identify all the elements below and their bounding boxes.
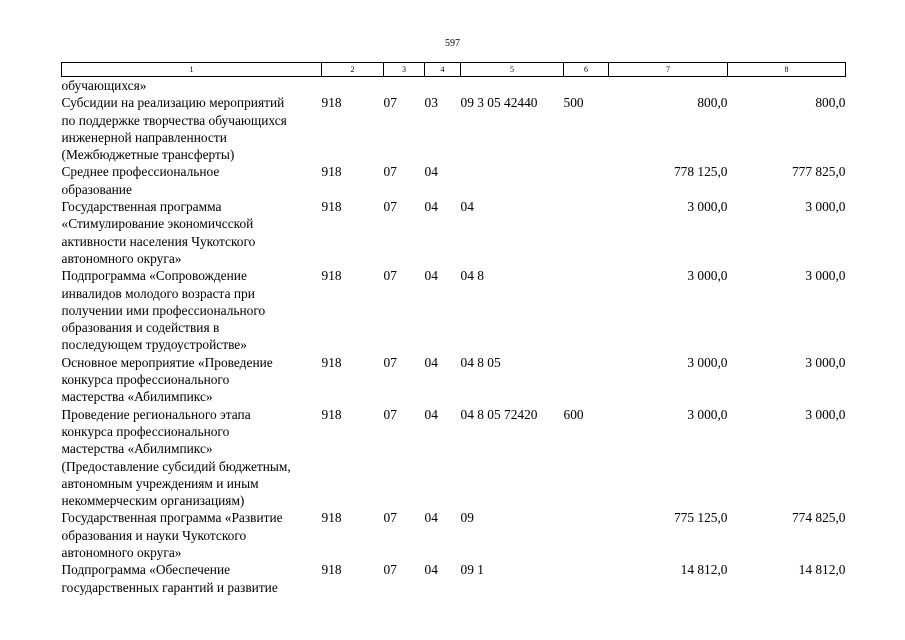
row-name: Государственная программа «Стимулирование экономичсской активности населения Чукотского автономного округа» <box>61 199 256 266</box>
row-code-3: 07 <box>383 406 397 422</box>
row-name: обучающихся» <box>61 78 147 93</box>
row-code-4: 04 <box>424 510 438 526</box>
row-code-4: 04 <box>424 199 438 215</box>
row-amount-7: 3 000,0 <box>687 199 728 215</box>
table-row <box>62 94 846 163</box>
table-row <box>62 163 846 198</box>
row-code-3: 07 <box>383 562 397 578</box>
row-code-2: 918 <box>321 164 342 180</box>
row-code-4: 04 <box>424 562 438 578</box>
row-code-4: 04 <box>424 406 438 422</box>
row-code-6 <box>564 267 609 353</box>
row-amount-8: 14 812,0 <box>798 562 846 578</box>
row-code-5: 09 3 05 42440 <box>460 95 538 111</box>
header-cell-1: 1 <box>62 63 322 77</box>
row-code-3: 07 <box>383 354 397 370</box>
table-row <box>62 406 846 510</box>
header-cell-8: 8 <box>728 63 846 77</box>
row-code-6 <box>564 561 609 596</box>
row-code-5: 09 <box>460 510 474 526</box>
row-code-6 <box>564 77 609 95</box>
row-code-2: 918 <box>321 562 342 578</box>
row-name: Проведение регионального этапа конкурса профессионального мастерства «Абилимпикс» (Предоставление субсидий бюджетным, автономным учреждениям и иным некоммерческим организациям) <box>61 406 291 509</box>
row-amount-8 <box>728 77 846 95</box>
header-cell-6: 6 <box>564 63 609 77</box>
row-code-5 <box>461 77 564 95</box>
table-row <box>62 77 846 95</box>
table-row <box>62 561 846 596</box>
row-code-2: 918 <box>321 354 342 370</box>
row-code-3: 07 <box>383 95 397 111</box>
row-code-6 <box>564 198 609 267</box>
row-amount-7: 778 125,0 <box>673 164 728 180</box>
row-code-4 <box>425 77 461 95</box>
row-code-3: 07 <box>383 164 397 180</box>
row-code-5: 09 1 <box>460 562 484 578</box>
header-cell-2: 2 <box>322 63 384 77</box>
row-code-2: 918 <box>321 510 342 526</box>
row-code-3 <box>384 77 425 95</box>
row-code-3: 07 <box>383 510 397 526</box>
row-code-2: 918 <box>321 199 342 215</box>
row-code-5: 04 8 <box>460 268 484 284</box>
header-cell-7: 7 <box>609 63 728 77</box>
row-code-2: 918 <box>321 268 342 284</box>
table-row <box>62 267 846 353</box>
row-code-6 <box>564 509 609 561</box>
header-cell-4: 4 <box>425 63 461 77</box>
row-name: Подпрограмма «Обеспечение государственных гарантий и развитие <box>61 562 278 595</box>
row-amount-7: 775 125,0 <box>673 510 728 526</box>
row-amount-8: 777 825,0 <box>791 164 846 180</box>
row-code-6: 600 <box>563 406 584 422</box>
row-code-6 <box>564 163 609 198</box>
row-code-6 <box>564 354 609 406</box>
row-code-5: 04 8 05 72420 <box>460 406 538 422</box>
header-cell-5: 5 <box>461 63 564 77</box>
row-code-3: 07 <box>383 199 397 215</box>
table-row <box>62 354 846 406</box>
row-amount-8: 3 000,0 <box>805 354 846 370</box>
row-amount-8: 3 000,0 <box>805 268 846 284</box>
row-code-5: 04 8 05 <box>460 354 501 370</box>
row-code-3: 07 <box>383 268 397 284</box>
row-code-4: 03 <box>424 95 438 111</box>
table-row <box>62 509 846 561</box>
budget-table <box>61 62 846 596</box>
row-amount-8: 774 825,0 <box>791 510 846 526</box>
row-name: Среднее профессиональное образование <box>61 164 220 197</box>
row-code-5: 04 <box>460 199 474 215</box>
row-name: Государственная программа «Развитие образования и науки Чукотского автономного округа» <box>61 510 283 561</box>
row-amount-7 <box>609 77 728 95</box>
row-amount-7: 3 000,0 <box>687 268 728 284</box>
row-amount-8: 3 000,0 <box>805 406 846 422</box>
row-code-2: 918 <box>321 406 342 422</box>
row-code-2 <box>322 77 384 95</box>
row-amount-7: 3 000,0 <box>687 406 728 422</box>
row-code-4: 04 <box>424 268 438 284</box>
row-name: Подпрограмма «Сопровождение инвалидов молодого возраста при получении ими профессионального образования и содействия в последующем трудоустройстве» <box>61 268 266 353</box>
row-code-2: 918 <box>321 95 342 111</box>
row-amount-8: 3 000,0 <box>805 199 846 215</box>
row-amount-7: 800,0 <box>697 95 728 111</box>
header-cell-3: 3 <box>384 63 425 77</box>
row-amount-7: 14 812,0 <box>680 562 728 578</box>
row-code-5 <box>461 163 564 198</box>
row-name: Основное мероприятие «Проведение конкурса профессионального мастерства «Абилимпикс» <box>61 354 273 405</box>
table-row <box>62 198 846 267</box>
row-code-4: 04 <box>424 164 438 180</box>
row-name: Субсидии на реализацию мероприятий по поддержке творчества обучающихся инженерной направленности (Межбюджетные трансферты) <box>61 95 287 163</box>
page-number: 597 <box>445 38 460 49</box>
row-code-6: 500 <box>563 95 584 111</box>
row-code-4: 04 <box>424 354 438 370</box>
header-row <box>62 63 846 77</box>
row-amount-7: 3 000,0 <box>687 354 728 370</box>
row-amount-8: 800,0 <box>815 95 846 111</box>
